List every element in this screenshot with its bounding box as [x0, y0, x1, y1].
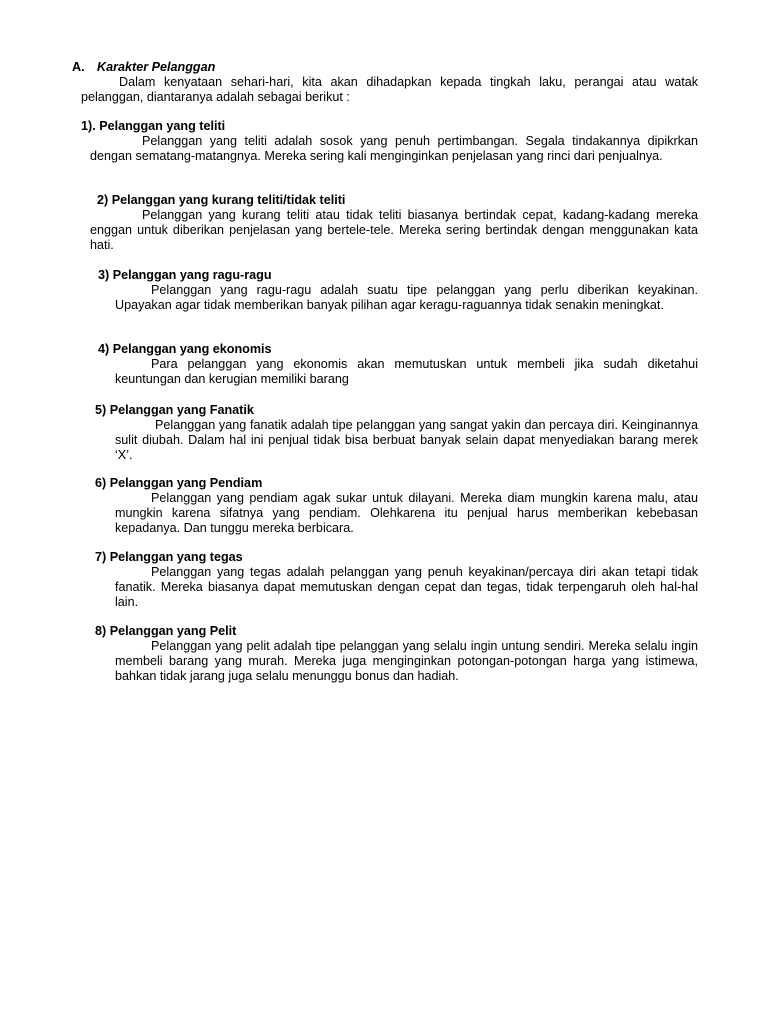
- section-body: Pelanggan yang ragu-ragu adalah suatu tipe pelanggan yang perlu diberikan keyakinan. Upayakan agar tidak memberikan banyak pilihan agar keragu-raguannya tidak senakin meningkat.: [115, 283, 698, 312]
- section-heading: [72, 60, 215, 75]
- section-body: Pelanggan yang teliti adalah sosok yang penuh pertimbangan. Segala tindakannya dipikrkan dengan sematang-matangnya. Mereka sering kali menginginkan penjelasan yang rinci dari penjualnya.: [90, 134, 698, 163]
- section-body: Para pelanggan yang ekonomis akan memutuskan untuk membeli jika sudah diketahui keuntungan dan kerugian memiliki barang: [115, 357, 698, 386]
- heading-title: Karakter Pelanggan: [97, 60, 216, 74]
- section-title: 7) Pelanggan yang tegas: [95, 550, 243, 564]
- section-body: Pelanggan yang pendiam agak sukar untuk dilayani. Mereka diam mungkin karena malu, atau mungkin karena sifatnya yang pendiam. Olehkarena itu penjual harus memberikan kebebasan kepadanya. Dan tunggu mereka berbicara.: [115, 491, 698, 535]
- section-title: 3) Pelanggan yang ragu-ragu: [98, 268, 272, 282]
- section-body: Pelanggan yang kurang teliti atau tidak teliti biasanya bertindak cepat, kadang-kadang mereka enggan untuk diberikan penjelasan yang bertele-tele. Mereka sering bertindak dengan menggunakan kata hati.: [90, 208, 698, 252]
- section-teliti: [81, 119, 698, 164]
- section-body: Pelanggan yang pelit adalah tipe pelanggan yang selalu ingin untung sendiri. Mereka selalu ingin membeli barang yang murah. Mereka juga menginginkan potongan-potongan harga yang istimewa, bahkan tidak jarang juga selalu menunggu bonus dan hadiah.: [115, 639, 698, 683]
- intro-text: Dalam kenyataan sehari-hari, kita akan dihadapkan kepada tingkah laku, perangai atau watak pelanggan, diantaranya adalah sebagai berikut :: [81, 75, 698, 104]
- section-body: Pelanggan yang fanatik adalah tipe pelanggan yang sangat yakin dan percaya diri. Keinginannya sulit diubah. Dalam hal ini penjual tidak bisa berbuat banyak selain dapat menyediakan barang merek ‘X’.: [115, 418, 698, 462]
- intro-paragraph: [81, 75, 698, 105]
- section-tegas: [95, 550, 698, 610]
- section-title: 2) Pelanggan yang kurang teliti/tidak teliti: [97, 193, 346, 207]
- section-title: 6) Pelanggan yang Pendiam: [95, 476, 263, 490]
- section-fanatik: [95, 403, 698, 463]
- section-title: 8) Pelanggan yang Pelit: [95, 624, 237, 638]
- section-pelit: [95, 624, 698, 684]
- section-title: 4) Pelanggan yang ekonomis: [98, 342, 272, 356]
- section-body: Pelanggan yang tegas adalah pelanggan yang penuh keyakinan/percaya diri akan tetapi tidak fanatik. Mereka biasanya dapat memutuskan dengan cepat dan tegas, tidak terpengaruh oleh hal-hal lain.: [115, 565, 698, 609]
- section-kurang-teliti: [90, 193, 698, 253]
- heading-letter: A.: [72, 60, 85, 74]
- section-title: 5) Pelanggan yang Fanatik: [95, 403, 254, 417]
- section-ekonomis: [98, 342, 698, 387]
- section-title: 1). Pelanggan yang teliti: [81, 119, 226, 133]
- section-pendiam: [95, 476, 698, 536]
- section-ragu-ragu: [98, 268, 698, 313]
